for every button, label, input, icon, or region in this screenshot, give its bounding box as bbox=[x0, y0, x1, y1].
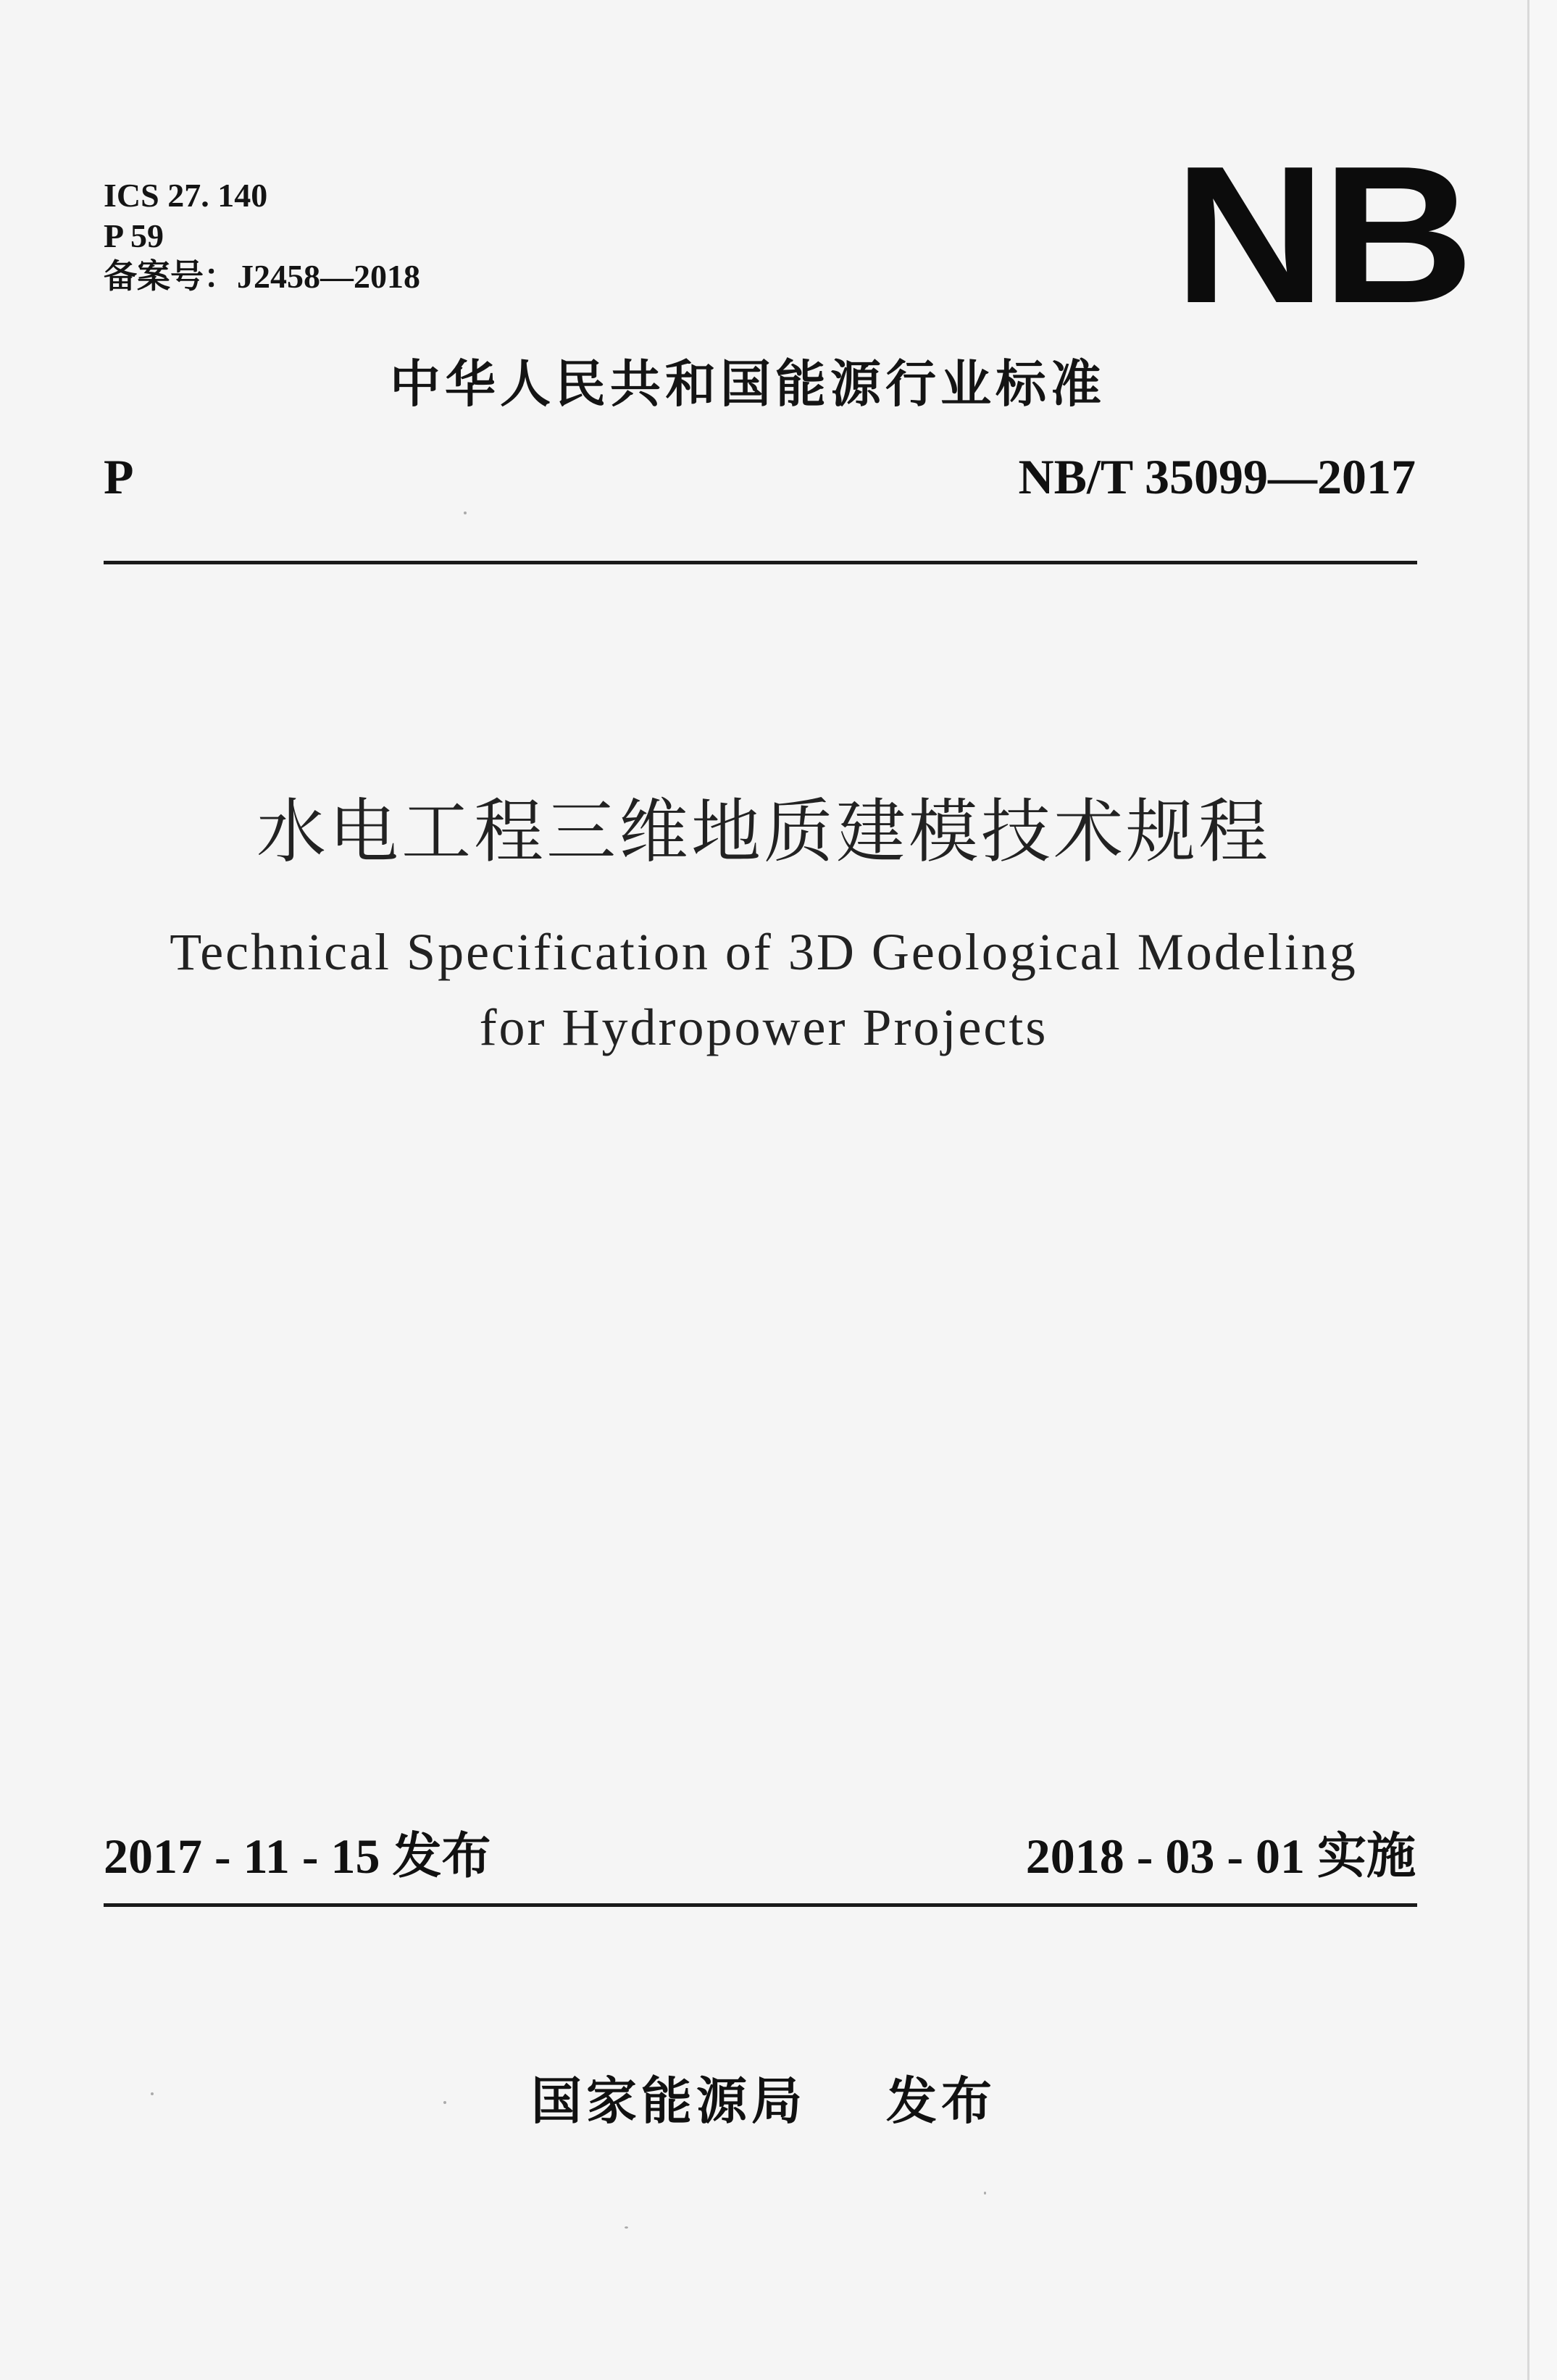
english-title-line2: for Hydropower Projects bbox=[479, 998, 1048, 1056]
ccs-code: P 59 bbox=[104, 217, 164, 254]
scan-speck bbox=[464, 512, 467, 514]
publish-label: 发布 bbox=[392, 1828, 491, 1885]
standard-number: NB/T 35099—2017 bbox=[1018, 449, 1416, 504]
page-edge bbox=[1527, 0, 1557, 2380]
scan-speck bbox=[443, 2101, 446, 2104]
filing-number: 备案号：J2458—2018 bbox=[104, 258, 420, 295]
english-title bbox=[0, 914, 1527, 1065]
classification-letter: P bbox=[104, 449, 134, 504]
issuer-action: 发布 bbox=[886, 2071, 996, 2131]
effective-date: 2018 - 03 - 01 bbox=[1025, 1829, 1305, 1884]
publish-date: 2017 - 11 - 15 bbox=[104, 1829, 380, 1884]
chinese-title: 水电工程三维地质建模技术规程 bbox=[256, 791, 1271, 872]
issuer-name: 国家能源局 bbox=[531, 2071, 806, 2131]
effective-date-block bbox=[1026, 1826, 1416, 1887]
standard-organization: 中华人民共和国能源行业标准 bbox=[390, 354, 1106, 414]
scan-speck bbox=[984, 2192, 986, 2195]
publish-date-block bbox=[104, 1826, 491, 1887]
effective-label: 实施 bbox=[1316, 1828, 1416, 1885]
ics-code: ICS 27. 140 bbox=[104, 177, 268, 214]
english-title-line1: Technical Specification of 3D Geological Modeling bbox=[170, 923, 1358, 981]
scan-speck bbox=[625, 2226, 628, 2229]
classification-block bbox=[104, 175, 420, 297]
scan-speck bbox=[151, 2092, 154, 2095]
bottom-divider bbox=[104, 1903, 1417, 1907]
top-divider bbox=[104, 561, 1417, 564]
nb-logo: NB bbox=[1174, 126, 1470, 344]
issuer-line bbox=[0, 2071, 1527, 2131]
